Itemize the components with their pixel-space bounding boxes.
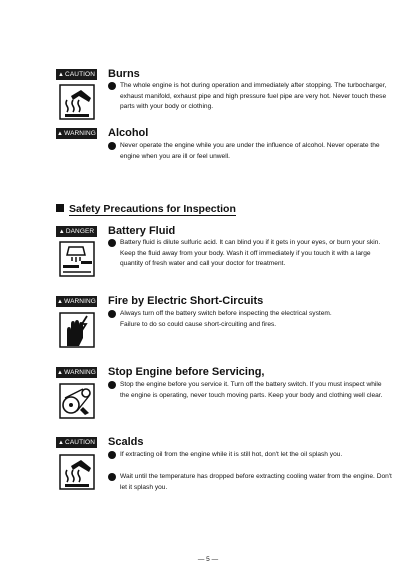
bullet-dot — [108, 310, 116, 318]
hot-surface-icon — [59, 84, 95, 120]
warning-badge: ▲WARNING — [57, 369, 96, 376]
alcohol-heading: Alcohol — [108, 127, 149, 139]
caution-badge: ▲CAUTION — [58, 439, 95, 446]
burns-heading: Burns — [108, 68, 140, 80]
electric-shock-icon — [59, 312, 95, 348]
caution-badge: ▲CAUTION — [58, 71, 95, 78]
battery-fluid-heading: Battery Fluid — [108, 225, 176, 237]
alcohol-bullet: Never operate the engine while you are under the influence of alcohol. Never operate the engine when you are ill or feel unwell. — [108, 141, 392, 162]
square-bullet-icon — [56, 204, 64, 212]
inspection-section-title: Safety Precautions for Inspection — [56, 203, 236, 216]
hot-liquid-icon — [59, 454, 95, 490]
bullet-dot — [108, 381, 116, 389]
bullet-dot — [108, 473, 116, 481]
bullet-dot — [108, 239, 116, 247]
rotating-parts-icon — [59, 383, 95, 419]
warning-badge: ▲WARNING — [57, 298, 96, 305]
scalds-heading: Scalds — [108, 436, 144, 448]
stop-engine-heading: Stop Engine before Servicing, — [108, 366, 265, 378]
page-number: — 5 — — [197, 556, 219, 563]
bullet-dot — [108, 451, 116, 459]
stop-engine-bullet: Stop the engine before you service it. Turn off the battery switch. If you must inspect while the engine is operating, never touch moving parts. Keep your body and clothing well clear. — [108, 380, 392, 401]
bullet-dot — [108, 142, 116, 150]
short-circuit-heading: Fire by Electric Short-Circuits — [108, 295, 264, 307]
scalds-bullet-1: If extracting oil from the engine while it is still hot, don't let the oil splash you. — [108, 450, 392, 461]
battery-fluid-bullet: Battery fluid is dilute sulfuric acid. It can blind you if it gets in your eyes, or burn your skin. Keep the fluid away from your body. Wash it off immediately if you touch it with a large quantity of fresh water and call your doctor for treatment. — [108, 238, 392, 270]
scalds-bullet-2: Wait until the temperature has dropped before extracting cooling water from the engine. Don't let it splash you. — [108, 472, 392, 493]
danger-badge: ▲DANGER — [56, 226, 97, 237]
battery-acid-icon — [59, 241, 95, 277]
short-circuit-bullet: Always turn off the battery switch before inspecting the electrical system. Failure to do so could cause short-circuiting and fires. — [108, 309, 392, 330]
bullet-dot — [108, 82, 116, 90]
burns-bullet: The whole engine is hot during operation and immediately after stopping. The turbocharger, exhaust manifold, exhaust pipe and high pressure fuel pipe are very hot. Never touch these parts with your body or clothing. — [108, 81, 392, 113]
warning-badge: ▲WARNING — [57, 130, 96, 137]
